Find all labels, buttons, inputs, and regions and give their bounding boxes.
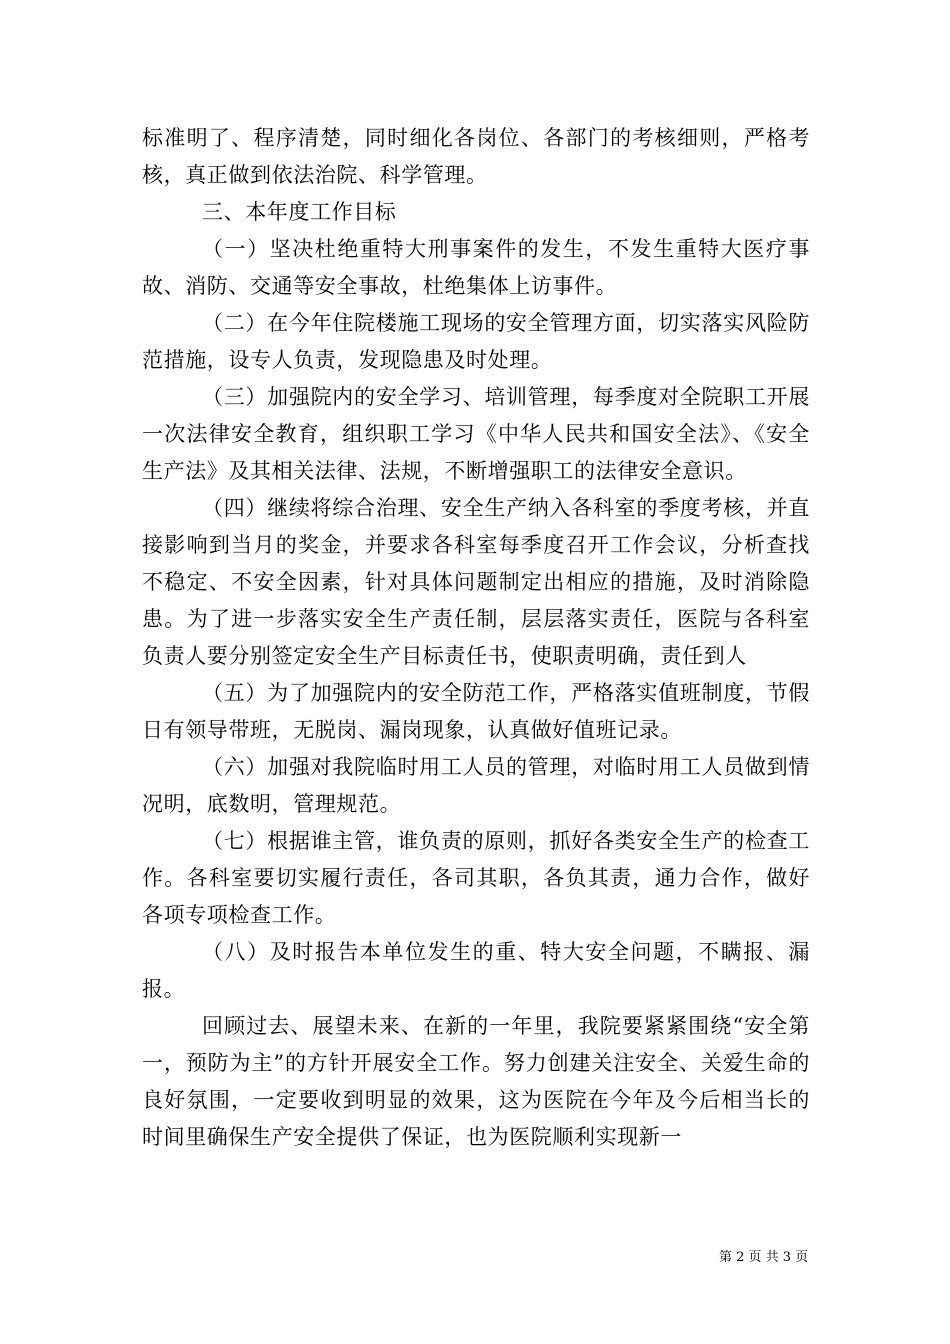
paragraph: （四）继续将综合治理、安全生产纳入各科室的季度考核，并直接影响到当月的奖金，并要求各科室每季度召开工作会议，分析查找不稳定、不安全因素，针对具体问题制定出相应的措施，及时消除隐患。为了进一步落实安全生产责任制，层层落实责任，医院与各科室负责人要分别签定安全生产目标责任书，使职责明确，责任到人 [142, 496, 810, 668]
paragraph: （三）加强院内的安全学习、培训管理，每季度对全院职工开展一次法律安全教育，组织职工学习《中华人民共和国安全法》、《安全生产法》及其相关法律、法规，不断增强职工的法律安全意识。 [142, 385, 810, 483]
paragraph: 回顾过去、展望未来、在新的一年里，我院要紧紧围绕“安全第一，预防为主”的方针开展安全工作。努力创建关注安全、关爱生命的良好氛围，一定要收到明显的效果，这为医院在今年及今后相当长的时间里确保生产安全提供了保证，也为医院顺利实现新一 [142, 1014, 810, 1149]
paragraph: （六）加强对我院临时用工人员的管理，对临时用工人员做到情况明，底数明，管理规范。 [142, 755, 810, 816]
paragraph: （八）及时报告本单位发生的重、特大安全问题，不瞒报、漏报。 [142, 940, 810, 1001]
section-heading: 三、本年度工作目标 [202, 200, 397, 224]
paragraph: （一）坚决杜绝重特大刑事案件的发生，不发生重特大医疗事故、消防、交通等安全事故，杜绝集体上访事件。 [142, 237, 810, 298]
paragraph: （七）根据谁主管，谁负责的原则，抓好各类安全生产的检查工作。各科室要切实履行责任，各司其职，各负其责，通力合作，做好各项专项检查工作。 [142, 829, 810, 927]
document-body [142, 120, 810, 1156]
paragraph: （五）为了加强院内的安全防范工作，严格落实值班制度，节假日有领导带班，无脱岗、漏岗现象，认真做好值班记录。 [142, 681, 810, 742]
paragraph: （二）在今年住院楼施工现场的安全管理方面，切实落实风险防范措施，设专人负责，发现隐患及时处理。 [142, 311, 810, 372]
paragraph: 标准明了、程序清楚，同时细化各岗位、各部门的考核细则，严格考核，真正做到依法治院、科学管理。 [142, 126, 810, 187]
page-number: 第 2 页 共 3 页 [719, 1250, 809, 1265]
